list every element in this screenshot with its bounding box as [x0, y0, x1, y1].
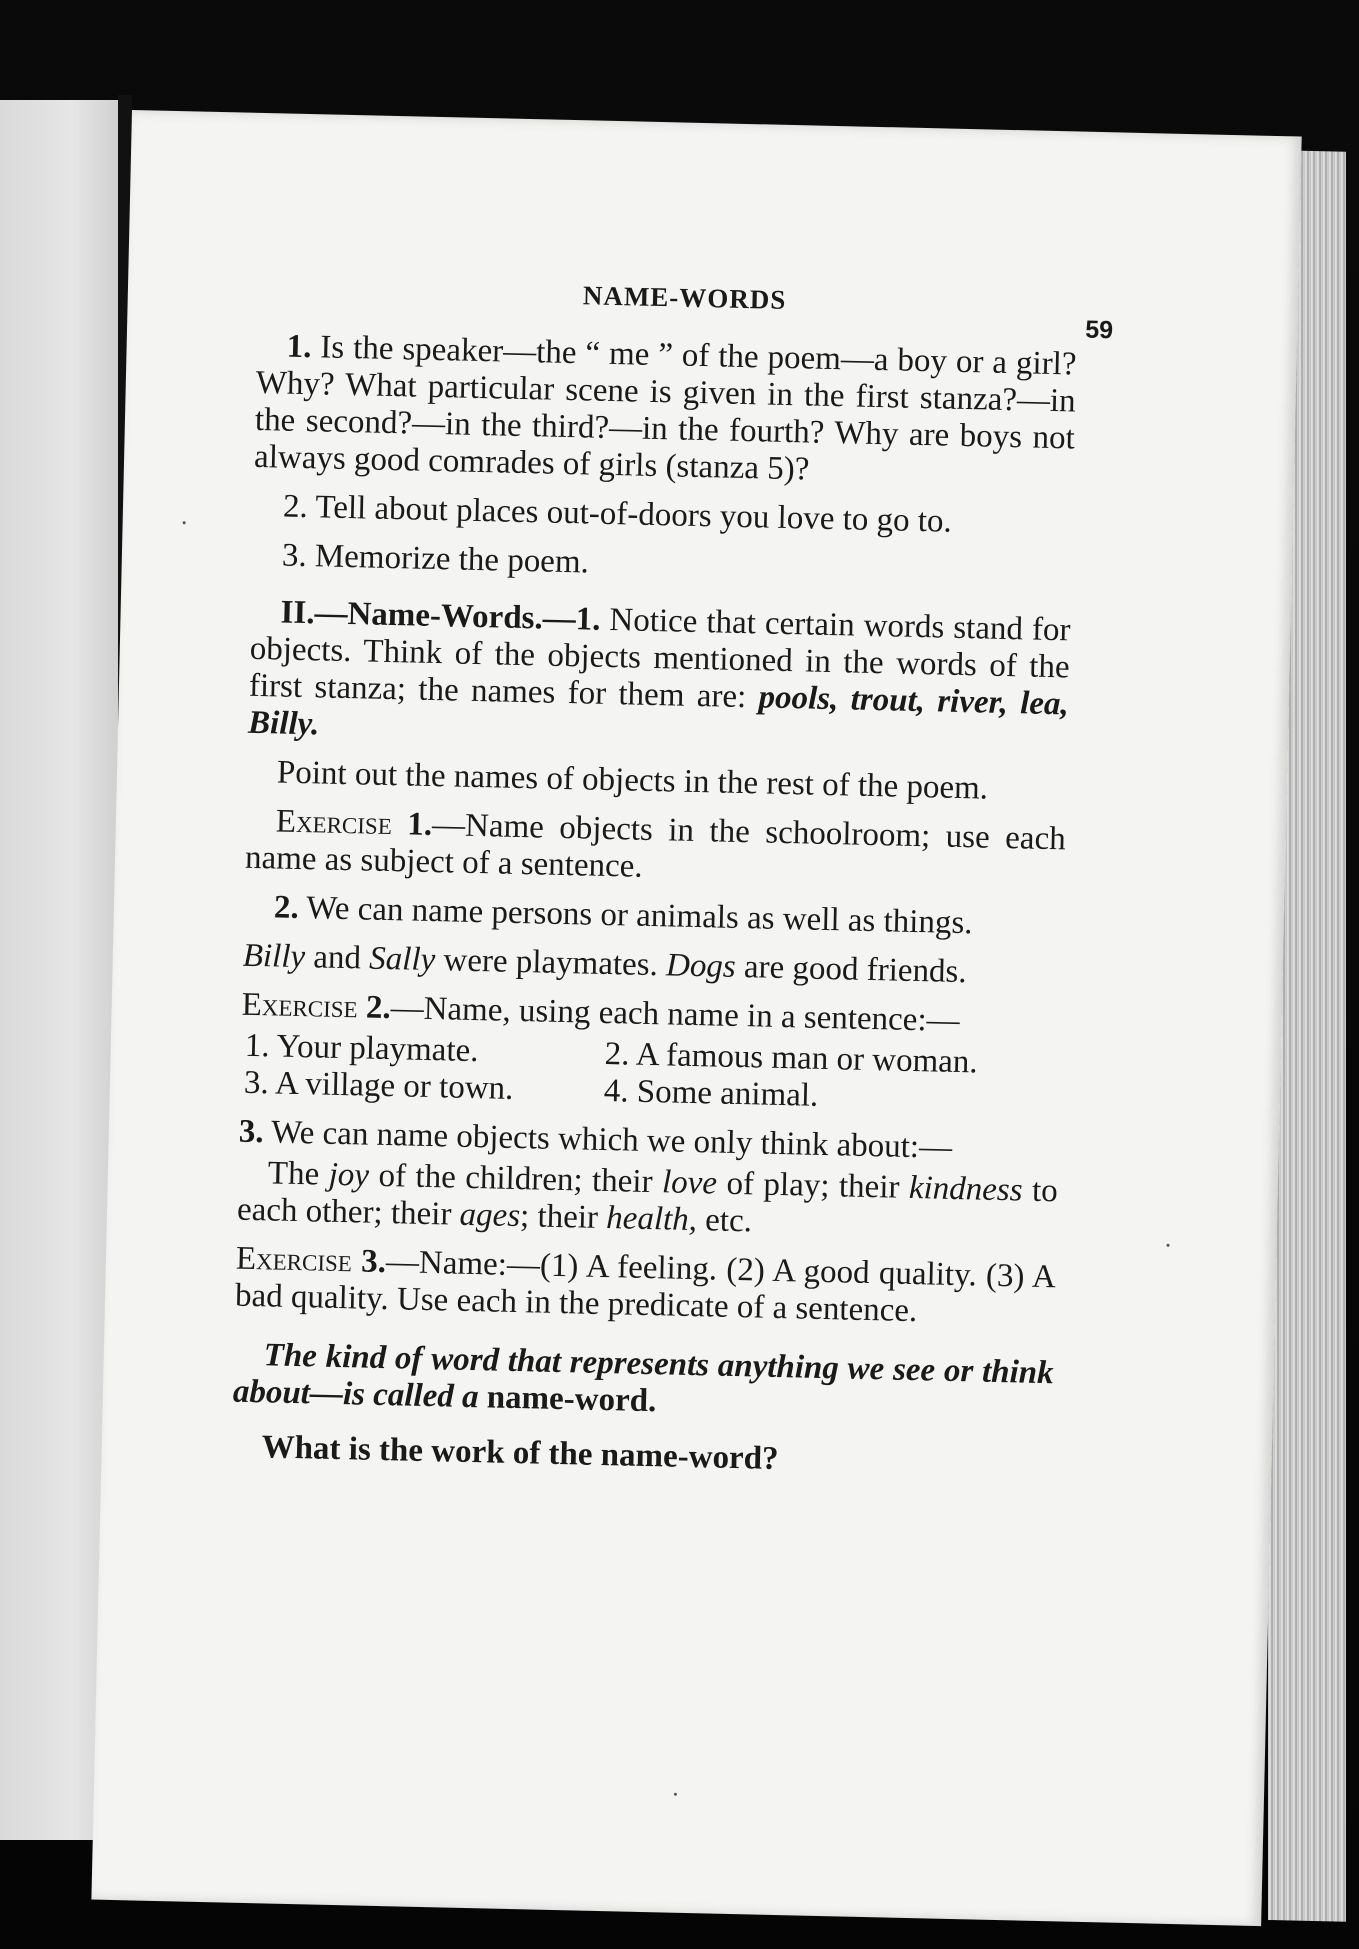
example-text: of play; their — [726, 1165, 900, 1206]
example-text: ; their — [519, 1198, 599, 1236]
point-number: 2. — [273, 889, 300, 926]
point-text: We can name persons or animals as well as things. — [305, 890, 973, 942]
example-word: Dogs — [665, 947, 737, 985]
example-text: and — [312, 939, 362, 977]
example-word: joy — [328, 1156, 370, 1194]
scan-speck — [1166, 1244, 1169, 1247]
example-text: were playmates. — [443, 942, 659, 984]
example-word: Billy — [242, 937, 306, 976]
question-text: Is the speaker—the “ me ” of the poem—a boy or a girl? Why? What particular scene is given in the first stanza?—in the second?—in the third?—in the fourth? Why are boys not always good comrades of girls (stanza 5)? — [253, 329, 1077, 488]
example-word: love — [661, 1164, 718, 1202]
scan-speck — [183, 521, 186, 524]
name-word-rule — [233, 1337, 1054, 1430]
point-2 — [244, 889, 1065, 945]
exercise-text: —Name objects in the schoolroom; use each name as subject of a sentence. — [244, 806, 1067, 885]
example-word: health, — [605, 1200, 698, 1239]
question-text: Memorize the poem. — [314, 538, 590, 581]
exercise-label: Exercise — [275, 803, 393, 843]
list-item: 1. Your playmate. — [244, 1027, 479, 1070]
question-number: 2. — [282, 488, 309, 526]
exercise-number: 1. — [406, 806, 433, 843]
book-page — [91, 110, 1301, 1926]
running-head: NAME-WORDS — [582, 280, 787, 315]
page-number: 59 — [1084, 315, 1114, 345]
example-text: to each other; their — [236, 1172, 1059, 1233]
rule-term: name-word. — [486, 1379, 657, 1420]
question-3 — [252, 537, 1073, 593]
example-word: kindness — [908, 1169, 1023, 1209]
point-out-instruction: Point out the names of objects in the rest of the poem. — [276, 754, 989, 807]
question-number: 1. — [286, 328, 312, 366]
question-number: 3. — [281, 537, 308, 575]
list-item: 4. Some animal. — [603, 1072, 819, 1114]
rule-text: The kind of word that represents anything we see or think about—is called a — [232, 1337, 1054, 1416]
example-text: are good friends. — [743, 949, 968, 991]
scan-speck — [674, 1793, 677, 1796]
exercise-number: 3. — [360, 1243, 387, 1281]
list-item: 2. A famous man or woman. — [604, 1035, 979, 1081]
section-text: Notice that certain words stand for objects. Think of the objects mentioned in the words of the first stanza; the names for them are: — [248, 601, 1071, 716]
section-name-words — [248, 594, 1071, 761]
exercise-label: Exercise — [235, 1240, 353, 1280]
point-3-example — [237, 1155, 1058, 1248]
final-question: What is the work of the name-word? — [261, 1429, 779, 1478]
list-item: 3. A village or town. — [243, 1064, 514, 1107]
point-text: We can name objects which we only think about:— — [270, 1114, 953, 1166]
example-names: pools, trout, river, lea, Billy. — [247, 679, 1070, 743]
question-2 — [253, 488, 1074, 544]
exercise-1 — [245, 803, 1066, 896]
example-text: etc. — [704, 1202, 753, 1240]
exercise-text: —Name, using each name in a sentence:— — [390, 990, 960, 1040]
exercise-3 — [235, 1241, 1056, 1334]
section-heading: II.—Name-Words.—1. — [280, 594, 601, 638]
point-2-example — [242, 938, 1063, 994]
example-word: ages — [459, 1196, 521, 1235]
question-text: Tell about places out-of-doors you love to go to. — [315, 489, 953, 540]
example-text: The — [267, 1155, 320, 1193]
question-1 — [254, 328, 1077, 495]
exercise-label: Exercise — [241, 986, 359, 1026]
exercise-text: —Name:—(1) A feeling. (2) A good quality. (3) A bad quality. Use each in the predicate of a sentence. — [234, 1244, 1057, 1330]
exercise-number: 2. — [365, 989, 392, 1027]
example-text: of the children; their — [378, 1157, 653, 1201]
example-word: Sally — [368, 940, 436, 979]
point-number: 3. — [238, 1113, 265, 1151]
page-body — [231, 328, 1077, 1496]
